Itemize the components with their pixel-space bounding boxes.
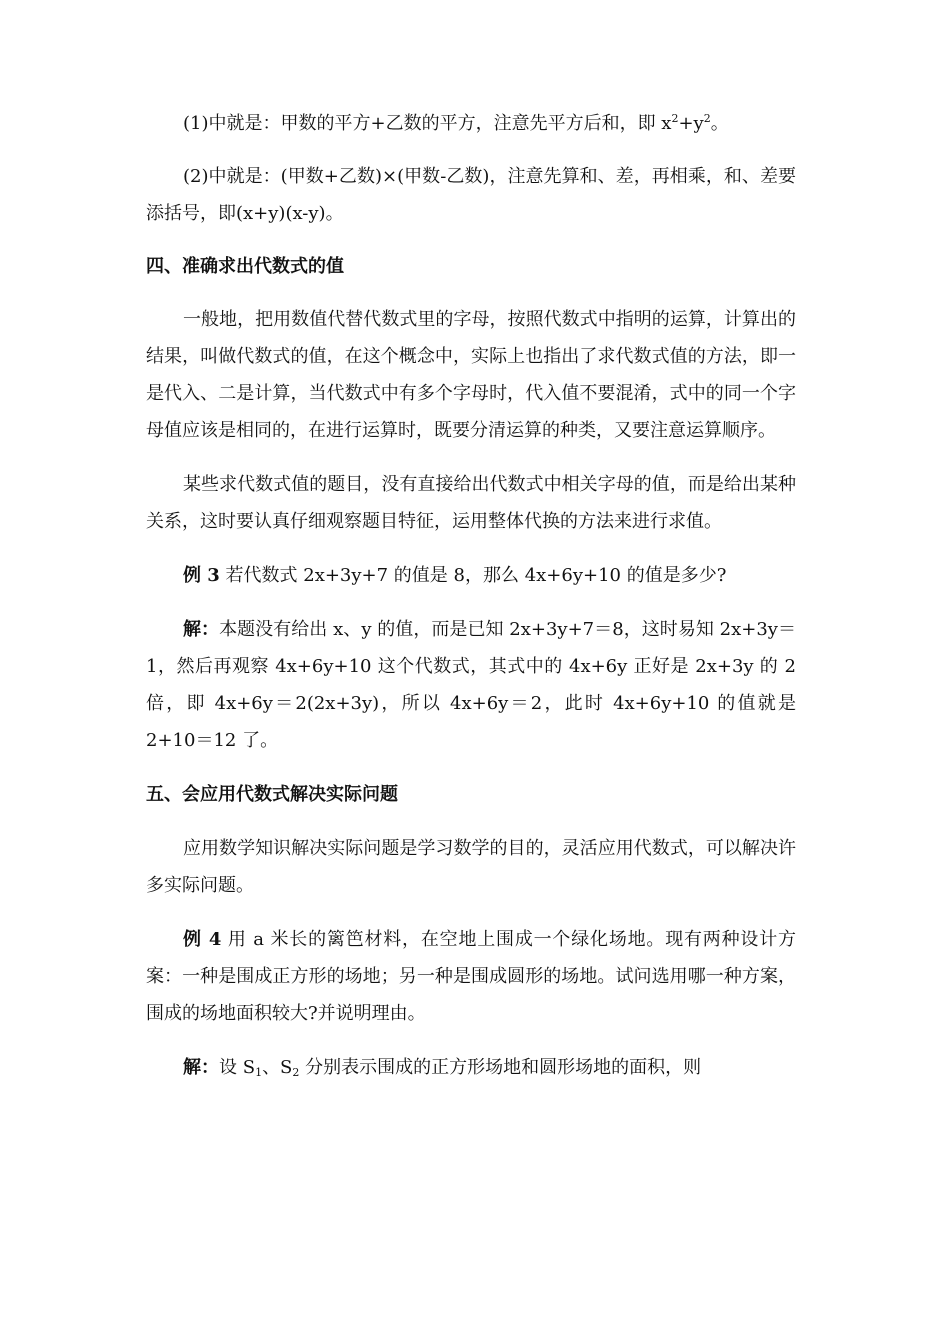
superscript: 2 [703, 112, 711, 125]
superscript: 2 [671, 112, 679, 125]
solution-4 [146, 1049, 796, 1086]
solution-text: 本题没有给出 x、y 的值，而是已知 2x+3y+7＝8，这时易知 2x+3y＝1，然后再观察 4x+6y+10 这个代数式，其式中的 4x+6y 正好是 2x+3y 的 2 倍，即 4x+6y＝2(2x+3y)，所以 4x+6y＝2，此时 4x+6y+10 的值就是 2+10＝12 了。 [146, 619, 797, 751]
document-page [146, 105, 796, 1086]
subscript: 1 [255, 1066, 263, 1079]
solution-text: 、S [262, 1057, 293, 1078]
paragraph-product: (2)中就是：(甲数+乙数)×(甲数-乙数)，注意先算和、差，再相乘，和、差要添括号，即(x+y)(x-y)。 [146, 166, 796, 224]
solution-text: 设 S [219, 1057, 256, 1078]
example-text: 若代数式 2x+3y+7 的值是 8，那么 4x+6y+10 的值是多少? [219, 565, 727, 586]
paragraph-application: 应用数学知识解决实际问题是学习数学的目的，灵活应用代数式，可以解决许多实际问题。 [146, 838, 796, 896]
paragraph-substitution: 某些求代数式值的题目，没有直接给出代数式中相关字母的值，而是给出某种关系，这时要认真仔细观察题目特征，运用整体代换的方法来进行求值。 [146, 474, 796, 532]
paragraph-text: (1)中就是：甲数的平方+乙数的平方，注意先平方后和，即 x [183, 113, 672, 134]
solution-3 [146, 611, 796, 759]
paragraph-square-sum [146, 105, 796, 142]
example-label: 例 3 [183, 565, 220, 586]
paragraph-definition: 一般地，把用数值代替代数式里的字母，按照代数式中指明的运算，计算出的结果，叫做代数式的值，在这个概念中，实际上也指出了求代数式值的方法，即一是代入、二是计算，当代数式中有多个字母时，代入值不要混淆，式中的同一个字母值应该是相同的，在进行运算时，既要分清运算的种类，又要注意运算顺序。 [146, 309, 796, 441]
solution-label: 解： [183, 619, 220, 640]
section-heading-4: 四、准确求出代数式的值 [146, 256, 344, 277]
paragraph-text: +y [678, 113, 704, 134]
example-3 [146, 557, 796, 594]
solution-text: 分别表示围成的正方形场地和圆形场地的面积，则 [299, 1057, 702, 1078]
solution-label: 解： [183, 1057, 219, 1078]
paragraph-text: 。 [710, 113, 729, 134]
example-4 [146, 921, 796, 1032]
example-label: 例 4 [183, 929, 222, 950]
example-text: 用 a 米长的篱笆材料，在空地上围成一个绿化场地。现有两种设计方案：一种是围成正方形的场地；另一种是围成圆形的场地。试问选用哪一种方案，围成的场地面积较大?并说明理由。 [146, 929, 796, 1024]
subscript: 2 [292, 1066, 300, 1079]
section-heading-5: 五、会应用代数式解决实际问题 [146, 784, 398, 805]
